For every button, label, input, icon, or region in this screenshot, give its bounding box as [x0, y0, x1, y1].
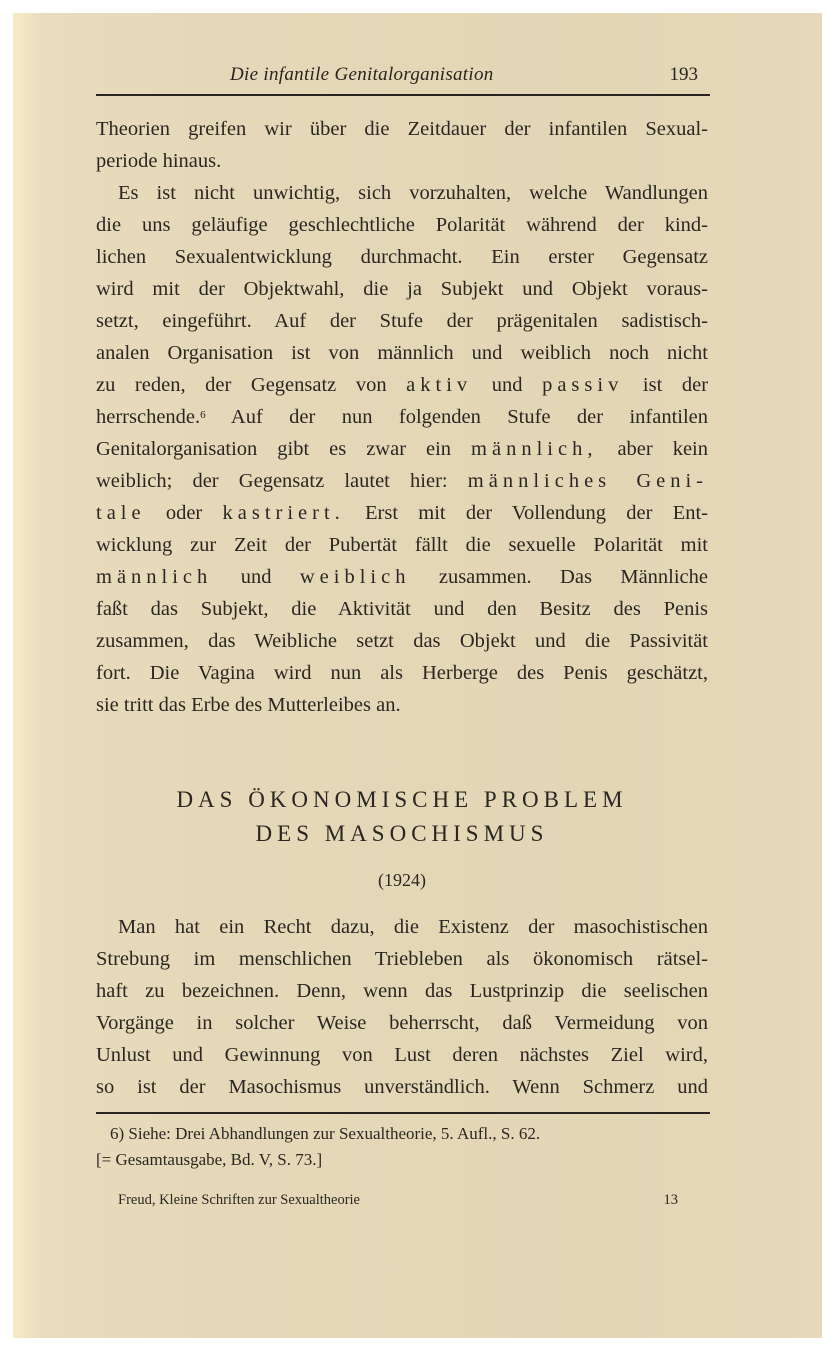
text-run: zu reden, der Gegensatz von — [96, 374, 387, 396]
chapter-heading-line-1: DAS ÖKONOMISCHE PROBLEM — [176, 787, 628, 812]
text-run: zusammen. Das Männliche — [438, 566, 709, 588]
text-line — [96, 468, 708, 494]
running-head — [95, 62, 710, 92]
signature-mark: 13 — [663, 1192, 678, 1208]
chapter-heading-line-2: DES MASOCHISMUS — [255, 821, 549, 846]
text-line: Es ist nicht unwichtig, sich vorzuhalten, welche Wandlungen — [118, 182, 708, 204]
spaced-emphasis: passiv — [542, 374, 624, 396]
spaced-emphasis: tale — [96, 502, 146, 524]
text-line: Theorien greifen wir über die Zeitdauer der infantilen Sexual- — [96, 118, 708, 140]
text-run — [96, 406, 206, 428]
text-run: und — [240, 566, 272, 588]
header-rule — [96, 94, 710, 96]
text-line: setzt, eingeführt. Auf der Stufe der prägenitalen sadistisch- — [96, 310, 708, 332]
footnote-ref[interactable]: 6 — [200, 409, 206, 421]
text-line: Unlust und Gewinnung von Lust deren nächstes Ziel wird, — [96, 1044, 708, 1066]
text-line: zusammen, das Weibliche setzt das Objekt und die Passivität — [96, 630, 708, 652]
spaced-emphasis: aktiv — [406, 374, 473, 396]
text-line — [96, 500, 708, 526]
footnote-line: [= Gesamtausgabe, Bd. V, S. 73.] — [96, 1150, 323, 1169]
spaced-emphasis: kastriert. — [222, 502, 345, 524]
footnote-rule — [96, 1112, 710, 1114]
text-run: Erst mit der Vollendung der Ent- — [365, 502, 708, 524]
text-line — [96, 372, 708, 398]
text-run: aber kein — [617, 438, 708, 460]
text-line: periode hinaus. — [96, 150, 222, 172]
text-line: analen Organisation ist von männlich und weiblich noch nicht — [96, 342, 708, 364]
text-line: Man hat ein Recht dazu, die Existenz der masochistischen — [118, 916, 708, 938]
text-line — [96, 564, 708, 590]
text-line — [96, 436, 708, 462]
imprint-text: Freud, Kleine Schriften zur Sexualtheorie — [118, 1192, 360, 1208]
text-run: herrschende. — [96, 406, 201, 428]
bottom-imprint — [118, 1192, 678, 1209]
text-run: Genitalorganisation gibt es zwar ein — [96, 438, 452, 460]
text-line: die uns geläufige geschlechtliche Polarität während der kind- — [96, 214, 708, 236]
spaced-emphasis: männlich, — [471, 438, 598, 460]
text-line: Strebung im menschlichen Triebleben als ökonomisch rätsel- — [96, 948, 708, 970]
text-line: so ist der Masochismus unverständlich. Wenn Schmerz und — [96, 1076, 708, 1098]
running-head-title: Die infantile Genitalorganisation — [230, 64, 494, 85]
text-run: oder — [165, 502, 203, 524]
text-run: Auf der nun folgenden Stufe der infantilen — [230, 406, 709, 428]
page-number: 193 — [669, 64, 698, 85]
text-line: lichen Sexualentwicklung durchmacht. Ein erster Gegensatz — [96, 246, 708, 268]
spaced-emphasis: männliches Geni- — [467, 470, 709, 492]
spaced-emphasis: männlich — [96, 566, 213, 588]
footnote-line: 6) Siehe: Drei Abhandlungen zur Sexualtheorie, 5. Aufl., S. 62. — [110, 1124, 541, 1143]
text-line: Vorgänge in solcher Weise beherrscht, daß Vermeidung von — [96, 1012, 708, 1034]
spaced-emphasis: weiblich — [299, 566, 411, 588]
text-line: wird mit der Objektwahl, die ja Subjekt und Objekt voraus- — [96, 278, 708, 300]
text-run: weiblich; der Gegensatz lautet hier: — [96, 470, 448, 492]
text-line: faßt das Subjekt, die Aktivität und den Besitz des Penis — [96, 598, 708, 620]
text-run: ist der — [642, 374, 709, 396]
text-line: wicklung zur Zeit der Pubertät fällt die sexuelle Polarität mit — [96, 534, 708, 556]
chapter-year: (1924) — [378, 870, 426, 890]
text-run: und — [491, 374, 523, 396]
text-line — [96, 404, 708, 430]
text-line: fort. Die Vagina wird nun als Herberge des Penis geschätzt, — [96, 662, 708, 684]
text-line: sie tritt das Erbe des Mutterleibes an. — [96, 694, 401, 716]
text-line: haft zu bezeichnen. Denn, wenn das Lustprinzip die seelischen — [96, 980, 708, 1002]
